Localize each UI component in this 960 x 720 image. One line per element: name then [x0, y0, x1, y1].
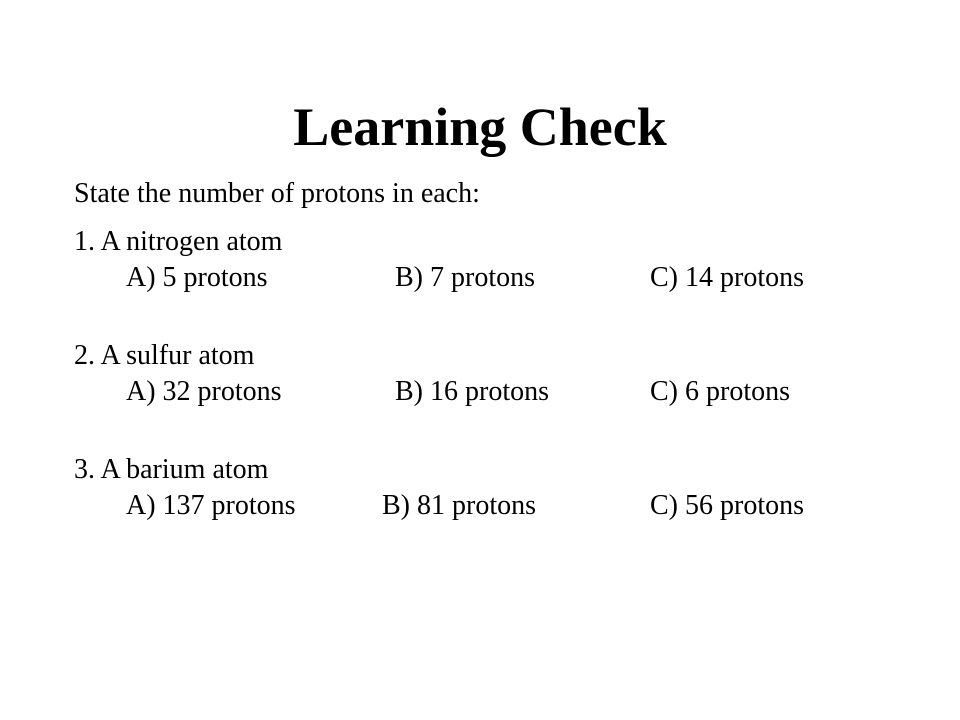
question-3-stem: 3. A barium atom	[74, 454, 269, 485]
question-1-stem-line	[74, 224, 282, 260]
question-2-stem: 2. A sulfur atom	[74, 340, 255, 371]
question-2	[74, 338, 790, 410]
question-1-choices	[74, 260, 804, 296]
question-1-choice-a: A) 5 protons	[126, 262, 268, 293]
question-3-choice-c: C) 56 protons	[650, 490, 804, 521]
question-2-choice-c: C) 6 protons	[650, 376, 790, 407]
question-3-choices	[74, 488, 804, 524]
question-2-stem-line	[74, 338, 254, 374]
question-1	[74, 224, 804, 296]
question-3-stem-line	[74, 452, 268, 488]
question-3	[74, 452, 804, 524]
question-3-choice-a: A) 137 protons	[126, 490, 296, 521]
question-1-choice-c: C) 14 protons	[650, 262, 804, 293]
question-prompt: State the number of protons in each:	[74, 178, 480, 209]
question-1-stem: 1. A nitrogen atom	[74, 226, 283, 257]
question-2-choice-a: A) 32 protons	[126, 376, 282, 407]
question-3-choice-b: B) 81 protons	[382, 490, 536, 521]
question-2-choice-b: B) 16 protons	[395, 376, 549, 407]
question-2-choices	[74, 374, 790, 410]
question-1-choice-b: B) 7 protons	[395, 262, 535, 293]
slide-title: Learning Check	[293, 97, 667, 157]
